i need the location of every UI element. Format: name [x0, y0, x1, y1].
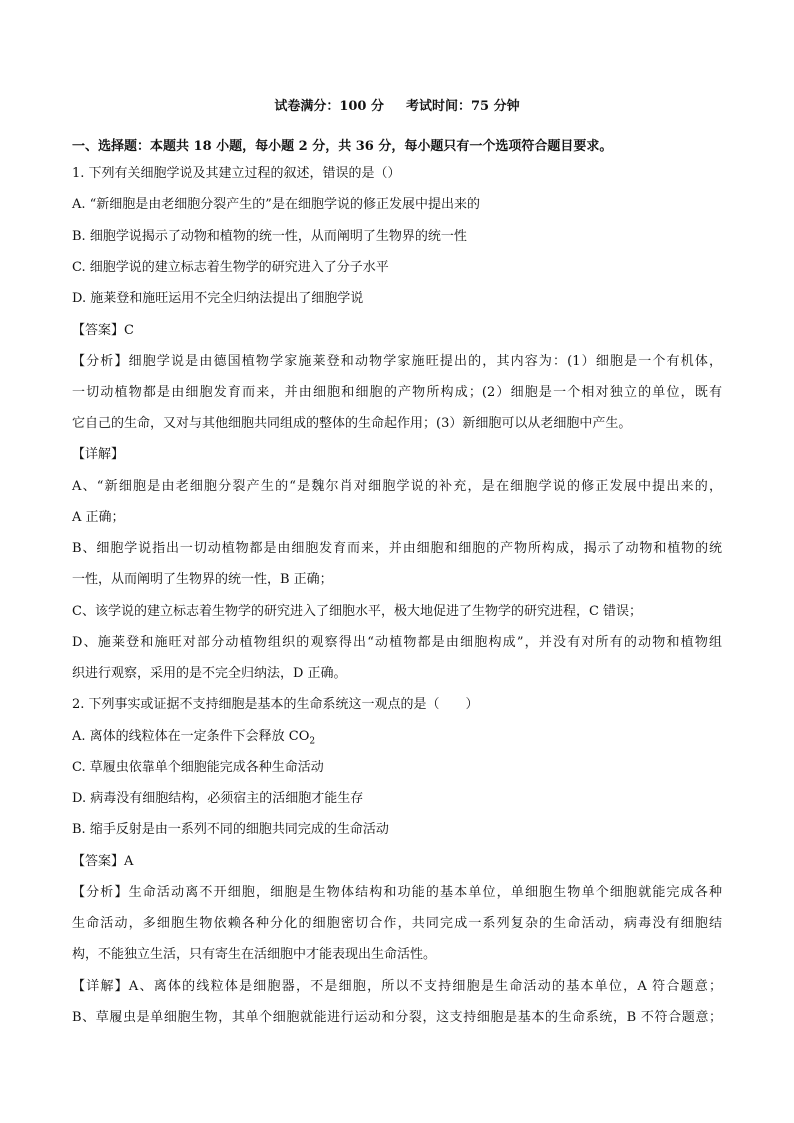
q1-detail-line: 一性，从而阐明了生物界的统一性，B 正确； — [72, 572, 333, 587]
exam-header — [0, 98, 794, 116]
exam-time: 考试时间：75 分钟 — [406, 99, 520, 114]
q2-option-a-subscript: 2 — [309, 736, 316, 747]
q1-detail-line: D、施莱登和施旺对部分动植物组织的观察得出“动植物都是由细胞构成”，并没有对所有的动物和植物组 — [72, 635, 722, 650]
q2-analysis-line: 构，不能独立生活，只有寄生在活细胞中才能表现出生命活性。 — [72, 947, 437, 962]
q2-answer: 【答案】A — [72, 854, 134, 869]
q1-analysis-line: 【分析】细胞学说是由德国植物学家施莱登和动物学家施旺提出的，其内容为：(1）细胞是一个有机体， — [72, 354, 722, 369]
section-title: 一、选择题：本题共 18 小题，每小题 2 分，共 36 分，每小题只有一个选项符合题目要求。 — [72, 139, 613, 154]
q1-analysis-line: 一切动植物都是由细胞发育而来，并由细胞和细胞的产物所构成；(2）细胞是一个相对独立的单位，既有 — [72, 385, 722, 400]
q2-detail-line: B、草履虫是单细胞生物，其单个细胞就能进行运动和分裂，这支持细胞是基本的生命系统，B 不符合题意； — [72, 1010, 722, 1025]
q2-analysis-line: 生命活动，多细胞生物依赖各种分化的细胞密切合作，共同完成一系列复杂的生命活动，病毒没有细胞结 — [72, 916, 722, 931]
q2-stem: 2. 下列事实或证据不支持细胞是基本的生命系统这一观点的是（ ） — [72, 697, 479, 712]
q1-detail-line: A、“新细胞是由老细胞分裂产生的“是魏尔肖对细胞学说的补充，是在细胞学说的修正发展中提出来的， — [72, 479, 722, 494]
q1-answer: 【答案】C — [72, 323, 134, 338]
q1-detail-line: 织进行观察，采用的是不完全归纳法，D 正确。 — [72, 666, 347, 681]
q1-detail-line: B、细胞学说指出一切动植物都是由细胞发育而来，并由细胞和细胞的产物所构成，揭示了动物和植物的统 — [72, 541, 722, 556]
q2-analysis-line: 【分析】生命活动离不开细胞，细胞是生物体结构和功能的基本单位，单细胞生物单个细胞就能完成各种 — [72, 885, 722, 900]
q1-option-b: B. 细胞学说揭示了动物和植物的统一性，从而阐明了生物界的统一性 — [72, 229, 467, 244]
q1-stem: 1. 下列有关细胞学说及其建立过程的叙述，错误的是（） — [72, 166, 401, 181]
q2-option-b: B. 缩手反射是由一系列不同的细胞共同完成的生命活动 — [72, 822, 389, 837]
q2-option-a — [72, 728, 722, 751]
q1-option-c: C. 细胞学说的建立标志着生物学的研究进入了分子水平 — [72, 260, 389, 275]
q2-detail-line: 【详解】A、离体的线粒体是细胞器，不是细胞，所以不支持细胞是生命活动的基本单位，A 符合题意； — [72, 979, 722, 994]
q2-option-d: D. 病毒没有细胞结构，必须宿主的活细胞才能生存 — [72, 791, 364, 806]
q1-option-a: A. “新细胞是由老细胞分裂产生的”是在细胞学说的修正发展中提出来的 — [72, 197, 480, 212]
q2-option-c: C. 草履虫依靠单个细胞能完成各种生命活动 — [72, 760, 324, 775]
total-score: 试卷满分：100 分 — [274, 99, 385, 114]
q1-option-d: D. 施莱登和施旺运用不完全归纳法提出了细胞学说 — [72, 291, 364, 306]
q1-detail-line: A 正确； — [72, 510, 125, 525]
q2-option-a-text: A. 离体的线粒体在一定条件下会释放 CO — [72, 729, 310, 744]
q1-detail-title: 【详解】 — [72, 447, 125, 462]
q1-detail-line: C、该学说的建立标志着生物学的研究进入了细胞水平，极大地促进了生物学的研究进程，C 错误； — [72, 604, 643, 619]
q1-analysis-line: 它自己的生命，又对与其他细胞共同组成的整体的生命起作用；(3）新细胞可以从老细胞中产生。 — [72, 416, 632, 431]
